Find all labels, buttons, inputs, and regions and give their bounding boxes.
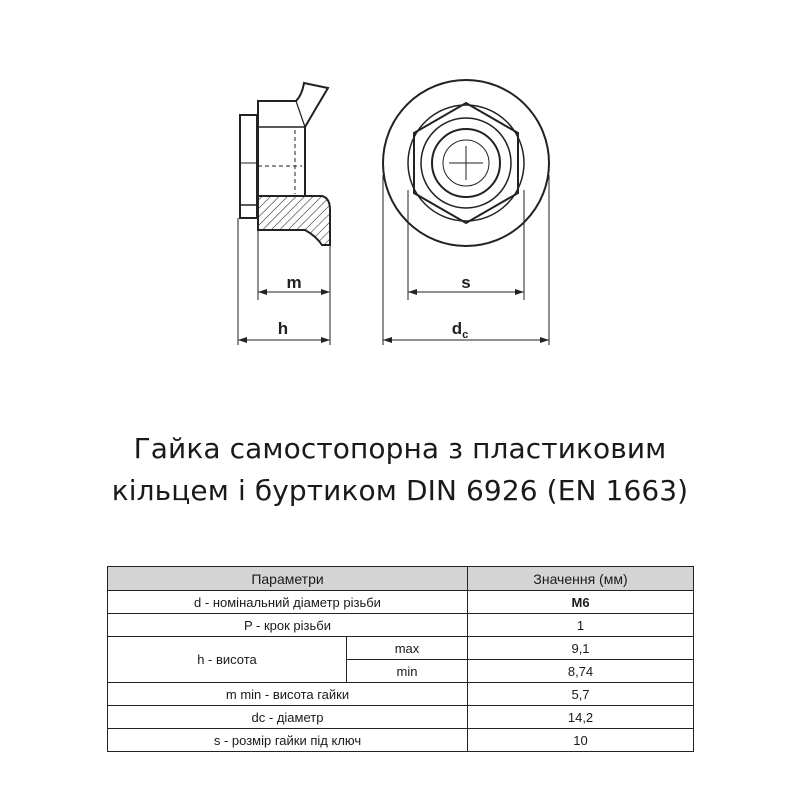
dim-label-dc: [452, 319, 469, 341]
row-h-min-value: 8,74: [468, 660, 694, 683]
table-row: [108, 614, 694, 637]
row-d-value: M6: [468, 591, 694, 614]
table-row: [108, 729, 694, 752]
row-m-value: 5,7: [468, 683, 694, 706]
row-m-label: m min - висота гайки: [108, 683, 468, 706]
row-dc-label: dc - діаметр: [108, 706, 468, 729]
row-p-value: 1: [468, 614, 694, 637]
row-d-label: d - номінальний діаметр різьби: [108, 591, 468, 614]
row-s-label: s - розмір гайки під ключ: [108, 729, 468, 752]
row-p-label: P - крок різьби: [108, 614, 468, 637]
table-row: [108, 637, 694, 660]
dim-label-dc-main: d: [451, 319, 463, 338]
row-h-max-value: 9,1: [468, 637, 694, 660]
specifications-table: [107, 566, 694, 752]
title-line-2: кільцем і буртиком DIN 6926 (EN 1663): [111, 474, 689, 507]
dim-label-m: m: [286, 273, 302, 292]
dim-label-s: s: [461, 273, 471, 292]
row-dc-value: 14,2: [468, 706, 694, 729]
table-header-row: [108, 567, 694, 591]
row-h-min-label: min: [347, 660, 468, 683]
table-row: [108, 706, 694, 729]
dim-label-dc-subscript: c: [462, 329, 469, 341]
row-s-value: 10: [468, 729, 694, 752]
title-line-1: Гайка самостопорна з пластиковим: [133, 432, 667, 465]
side-view: [238, 83, 330, 345]
top-view: [383, 80, 549, 345]
product-title: [0, 428, 800, 512]
table-row: [108, 591, 694, 614]
header-parameters: Параметри: [108, 567, 468, 591]
row-h-max-label: max: [347, 637, 468, 660]
header-values: Значення (мм): [468, 567, 694, 591]
row-h-label: h - висота: [108, 637, 347, 683]
table-row: [108, 683, 694, 706]
dim-label-h: h: [277, 319, 289, 338]
